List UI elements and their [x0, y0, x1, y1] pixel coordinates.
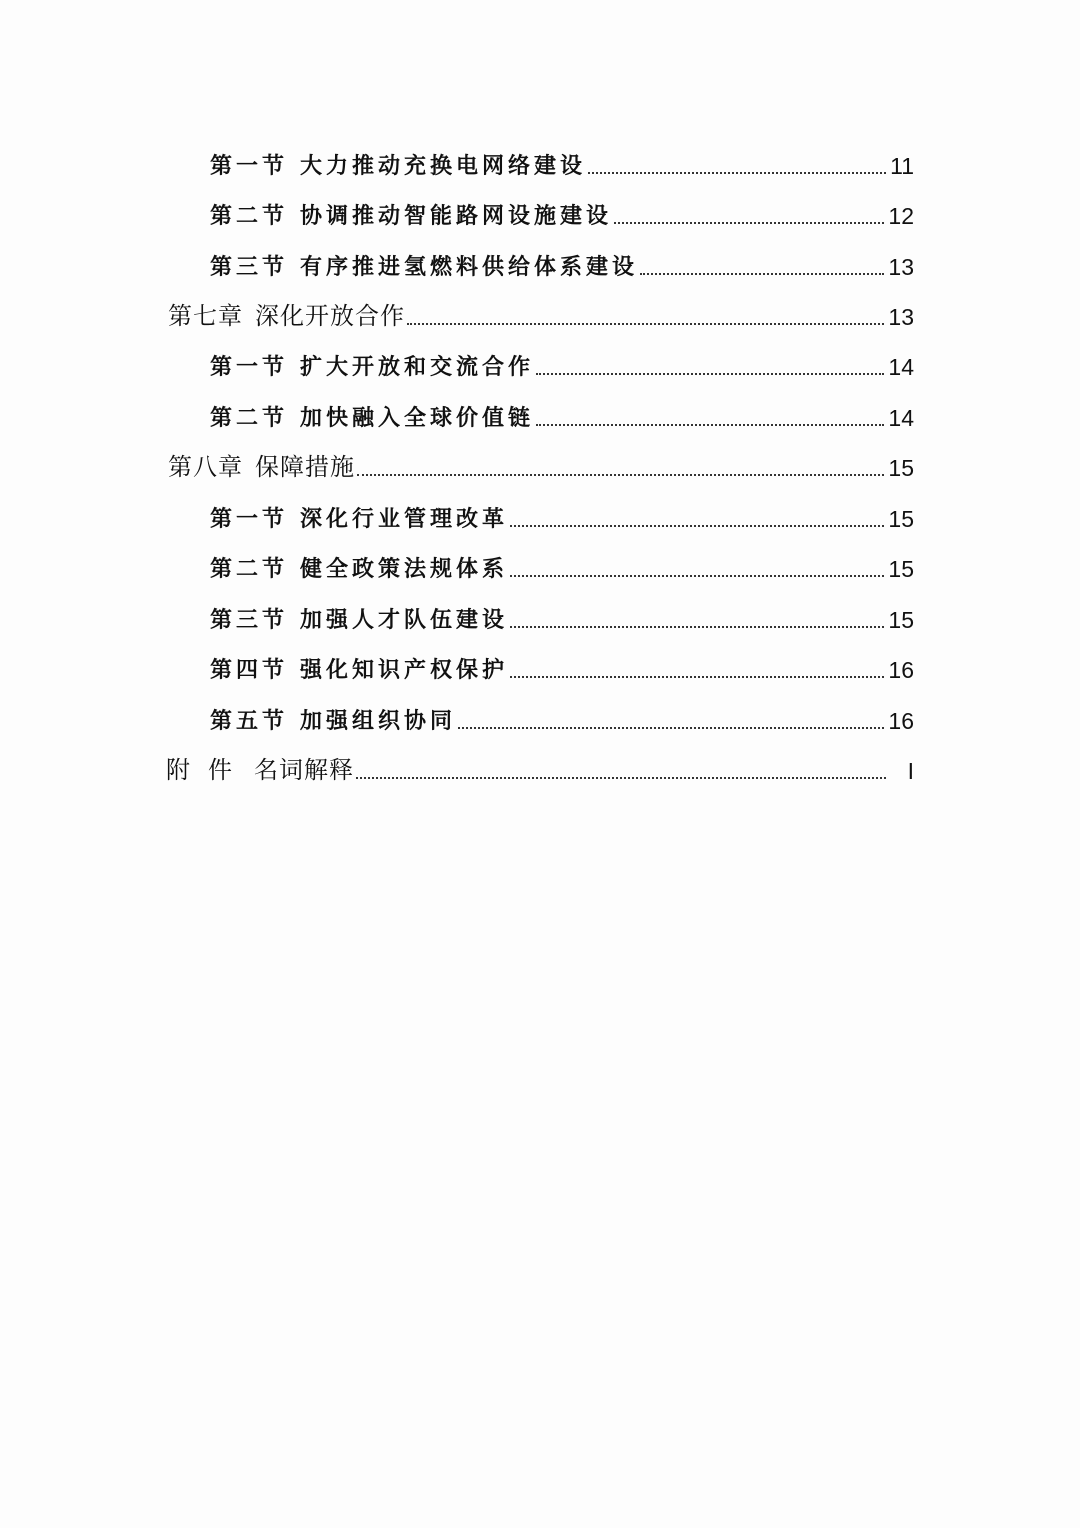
toc-entry-label	[210, 502, 508, 533]
toc-entry-title: 深化开放合作	[255, 302, 405, 330]
toc-leader-dots	[357, 474, 884, 476]
toc-entry-number: 第二节	[210, 203, 289, 229]
toc-entry-chapter[interactable]	[168, 287, 914, 331]
toc-entry-label	[168, 296, 405, 331]
toc-entry-number: 第四节	[210, 657, 289, 683]
toc-entry-title: 名词解释	[254, 756, 354, 784]
toc-entry-section[interactable]	[210, 237, 914, 281]
toc-entry-label	[168, 447, 355, 482]
toc-page-number: 15	[888, 455, 914, 481]
toc-entry-number: 第五节	[210, 708, 289, 734]
toc-leader-dots	[510, 575, 884, 577]
toc-entry-chapter[interactable]	[168, 438, 914, 482]
toc-entry-section[interactable]	[210, 539, 914, 583]
toc-page-number: 15	[888, 556, 914, 582]
toc-page-number: I	[907, 758, 914, 784]
toc-leader-dots	[510, 525, 884, 527]
toc-entry-label	[210, 350, 534, 381]
toc-entry-title: 深化行业管理改革	[300, 506, 509, 532]
toc-entry-number: 第二节	[210, 556, 289, 582]
toc-entry-number: 第七章	[168, 302, 243, 330]
toc-page-number: 15	[888, 607, 914, 633]
toc-entry-number: 第一节	[210, 354, 289, 380]
toc-entry-number: 第一节	[210, 506, 289, 532]
toc-entry-number: 第八章	[168, 453, 243, 481]
toc-page-number: 14	[888, 405, 914, 431]
toc-entry-section[interactable]	[210, 388, 914, 432]
toc-entry-title: 协调推动智能路网设施建设	[300, 203, 613, 229]
toc-page-number: 16	[888, 708, 914, 734]
toc-entry-label	[210, 149, 586, 180]
toc-leader-dots	[510, 676, 884, 678]
toc-entry-label	[166, 750, 354, 785]
toc-page-number: 12	[888, 203, 914, 229]
toc-entry-section[interactable]	[210, 640, 914, 684]
toc-page-number: 16	[888, 657, 914, 683]
toc-entry-number: 第二节	[210, 405, 289, 431]
toc-page-number: 11	[890, 153, 914, 179]
toc-entry-title: 扩大开放和交流合作	[300, 354, 535, 380]
toc-leader-dots	[536, 373, 884, 375]
toc-entry-section[interactable]	[210, 691, 914, 735]
toc-leader-dots	[640, 273, 884, 275]
toc-entry-title: 加强组织协同	[300, 708, 457, 734]
toc-entry-label	[210, 603, 508, 634]
toc-entry-title: 大力推动充换电网络建设	[300, 153, 587, 179]
toc-page-number: 13	[888, 254, 914, 280]
toc-entry-title: 加快融入全球价值链	[300, 405, 535, 431]
toc-leader-dots	[588, 172, 886, 174]
toc-entry-number: 第三节	[210, 607, 289, 633]
toc-entry-number: 第一节	[210, 153, 289, 179]
toc-entry-number: 附件	[166, 756, 250, 784]
toc-entry-section[interactable]	[210, 337, 914, 381]
toc-entry-title: 保障措施	[255, 453, 355, 481]
toc-entry-title: 有序推进氢燃料供给体系建设	[300, 254, 639, 280]
toc-leader-dots	[510, 626, 884, 628]
toc-leader-dots	[458, 727, 884, 729]
toc-leader-dots	[356, 777, 886, 779]
toc-entry-number: 第三节	[210, 254, 289, 280]
toc-page-number: 15	[888, 506, 914, 532]
toc-entry-label	[210, 552, 508, 583]
toc-entry-label	[210, 653, 508, 684]
toc-entry-label	[210, 401, 534, 432]
toc-entry-appendix[interactable]	[166, 741, 914, 785]
toc-entry-title: 强化知识产权保护	[300, 657, 509, 683]
toc-page-number: 13	[888, 304, 914, 330]
toc-entry-section[interactable]	[210, 590, 914, 634]
toc-page-number: 14	[888, 354, 914, 380]
toc-entry-section[interactable]	[210, 136, 914, 180]
toc-entry-title: 健全政策法规体系	[300, 556, 509, 582]
toc-leader-dots	[614, 222, 884, 224]
toc-entry-section[interactable]	[210, 489, 914, 533]
toc-entry-title: 加强人才队伍建设	[300, 607, 509, 633]
toc-entry-label	[210, 199, 612, 230]
toc-leader-dots	[536, 424, 884, 426]
toc-entry-section[interactable]	[210, 186, 914, 230]
toc-entry-label	[210, 704, 456, 735]
toc-entry-label	[210, 250, 638, 281]
toc-leader-dots	[407, 323, 884, 325]
